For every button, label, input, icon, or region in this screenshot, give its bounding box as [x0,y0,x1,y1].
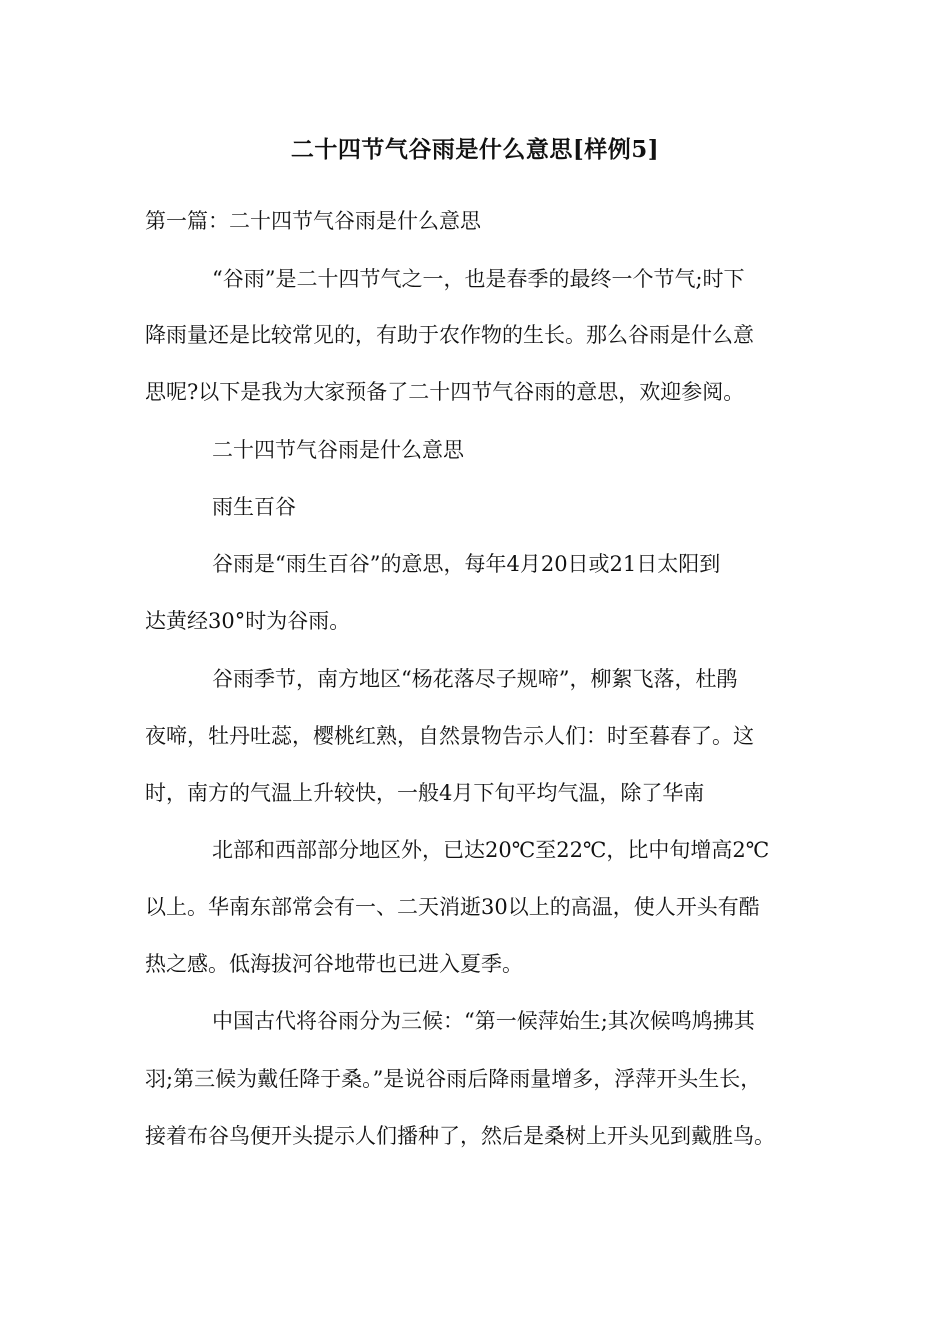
paragraph-line: 谷雨是“雨生百谷”的意思，每年4月20日或21日太阳到 [212,552,721,576]
paragraph-line: 谷雨季节，南方地区“杨花落尽子规啼”，柳絮飞落，杜鹃 [212,667,738,691]
document-title: 二十四节气谷雨是什么意思[样例5] [290,136,660,163]
paragraph-line: 中国古代将谷雨分为三候：“第一候萍始生;其次候鸣鸠拂其 [212,1009,755,1033]
paragraph-line: 以上。华南东部常会有一、二天消逝30以上的高温，使人开头有酷 [145,895,760,919]
subheading: 二十四节气谷雨是什么意思 [212,438,464,462]
paragraph-line: 夜啼，牡丹吐蕊，樱桃红熟，自然景物告示人们：时至暮春了。这 [145,724,754,748]
paragraph-line: 达黄经30°时为谷雨。 [145,609,351,633]
section-heading: 第一篇：二十四节气谷雨是什么意思 [145,209,481,233]
paragraph-line: 北部和西部部分地区外，已达20℃至22℃，比中旬增高2℃ [212,838,770,862]
paragraph-line: 热之感。低海拔河谷地带也已进入夏季。 [145,952,523,976]
paragraph-line: 羽;第三候为戴任降于桑。”是说谷雨后降雨量增多，浮萍开头生长， [145,1067,762,1091]
paragraph-line: 思呢?以下是我为大家预备了二十四节气谷雨的意思，欢迎参阅。 [145,380,745,404]
paragraph-line: 降雨量还是比较常见的，有助于农作物的生长。那么谷雨是什么意 [145,323,754,347]
paragraph-line: “谷雨”是二十四节气之一，也是春季的最终一个节气;时下 [212,267,745,291]
paragraph-line: 时，南方的气温上升较快，一般4月下旬平均气温，除了华南 [145,781,705,805]
paragraph-line: 接着布谷鸟便开头提示人们播种了，然后是桑树上开头见到戴胜鸟。 [145,1124,775,1148]
subheading: 雨生百谷 [212,495,296,519]
